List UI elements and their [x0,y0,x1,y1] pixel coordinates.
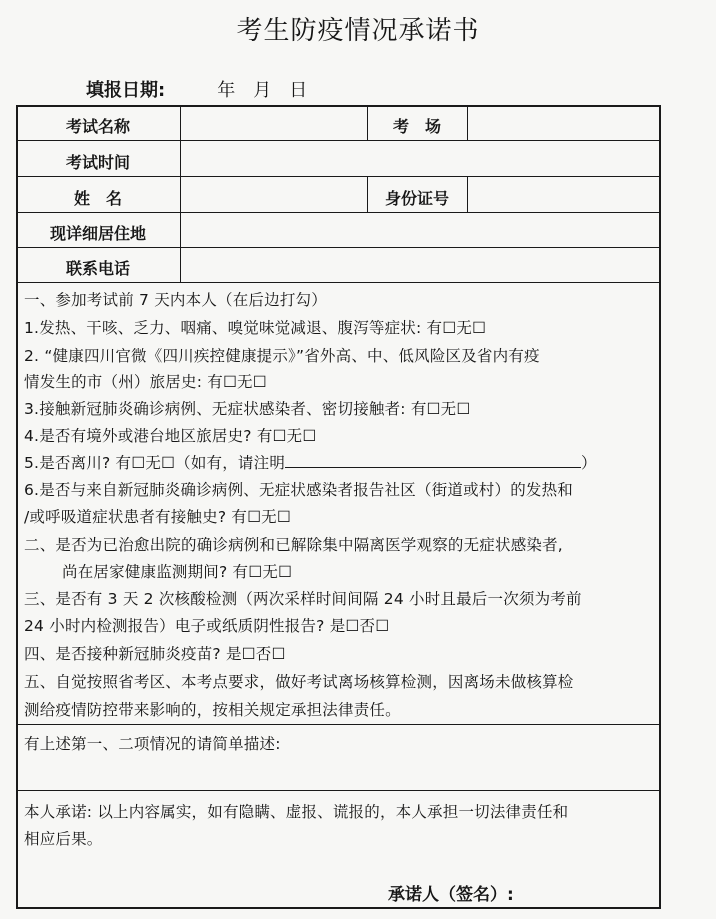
phone-label: 联系电话 [65,259,130,278]
section2-line2: 尚在居家健康监测期间? 有☐无☐ [62,563,293,581]
question-5-blank[interactable] [285,453,581,468]
exam-site-field[interactable] [469,107,659,139]
date-line [86,76,307,102]
question-2-line2: 情发生的市（州）旅居史: 有☐无☐ [24,373,267,391]
exam-name-field[interactable] [182,107,366,139]
exam-time-field[interactable] [182,142,659,175]
row-divider [16,247,661,248]
id-number-label: 身份证号 [384,189,449,208]
describe-field[interactable] [18,754,659,788]
describe-label: 有上述第一、二项情况的请简单描述: [24,735,281,753]
name-field[interactable] [182,178,366,211]
section5-line2: 测给疫情防控带来影响的，按相关规定承担法律责任。 [24,701,401,719]
promise-line1: 本人承诺: 以上内容属实，如有隐瞒、虚报、谎报的，本人承担一切法律责任和 [24,803,569,821]
question-6-line2: /或呼吸道症状患者有接触史? 有☐无☐ [24,508,291,526]
exam-site-label: 考 场 [392,117,441,136]
row-divider [16,724,661,725]
section3-line1: 三、是否有 3 天 2 次核酸检测（两次采样时间间隔 24 小时且最后一次须为考前 [24,590,582,608]
row-divider [16,176,661,177]
row-divider [16,212,661,213]
question-1: 1.发热、干咳、乏力、咽痛、嗅觉味觉减退、腹泻等症状: 有☐无☐ [24,319,487,337]
exam-time-label: 考试时间 [65,153,130,172]
col-divider [467,105,468,140]
col-divider [467,176,468,212]
question-3: 3.接触新冠肺炎确诊病例、无症状感染者、密切接触者: 有☐无☐ [24,400,471,418]
date-label: 填报日期: [86,80,166,101]
section5-line1: 五、自觉按照省考区、本考点要求，做好考试离场核算检测，因离场未做核算检 [24,673,574,691]
section1-heading: 一、参加考试前 7 天内本人（在后边打勾） [24,291,327,309]
signature-label: 承诺人（签名）: [388,885,514,905]
name-label: 姓 名 [73,189,122,208]
id-number-field[interactable] [469,178,659,211]
date-value: 年 月 日 [217,80,308,101]
question-5 [24,451,597,473]
promise-line2: 相应后果。 [24,830,103,848]
form-title: 考生防疫情况承诺书 [236,16,480,46]
phone-field[interactable] [182,249,659,281]
exam-name-label: 考试名称 [65,117,130,136]
question-4: 4.是否有境外或港台地区旅居史? 有☐无☐ [24,427,317,445]
row-divider [16,790,661,791]
address-field[interactable] [182,214,659,246]
question-5-suffix: ） [581,454,597,472]
row-divider [16,140,661,141]
col-divider [180,105,181,282]
section3-line2: 24 小时内检测报告）电子或纸质阴性报告? 是☐否☐ [24,617,390,635]
address-label: 现详细居住地 [49,224,146,243]
row-divider [16,282,661,283]
section4: 四、是否接种新冠肺炎疫苗? 是☐否☐ [24,645,286,663]
section2-line1: 二、是否为已治愈出院的确诊病例和已解除集中隔离医学观察的无症状感染者, [24,536,563,554]
signature-field[interactable] [540,874,658,904]
question-2-line1: 2. “健康四川官微《四川疾控健康提示》”省外高、中、低风险区及省内有疫 [24,347,540,365]
question-5-prefix: 5.是否离川? 有☐无☐（如有，请注明 [24,454,286,472]
question-6-line1: 6.是否与来自新冠肺炎确诊病例、无症状感染者报告社区（街道或村）的发热和 [24,481,573,499]
